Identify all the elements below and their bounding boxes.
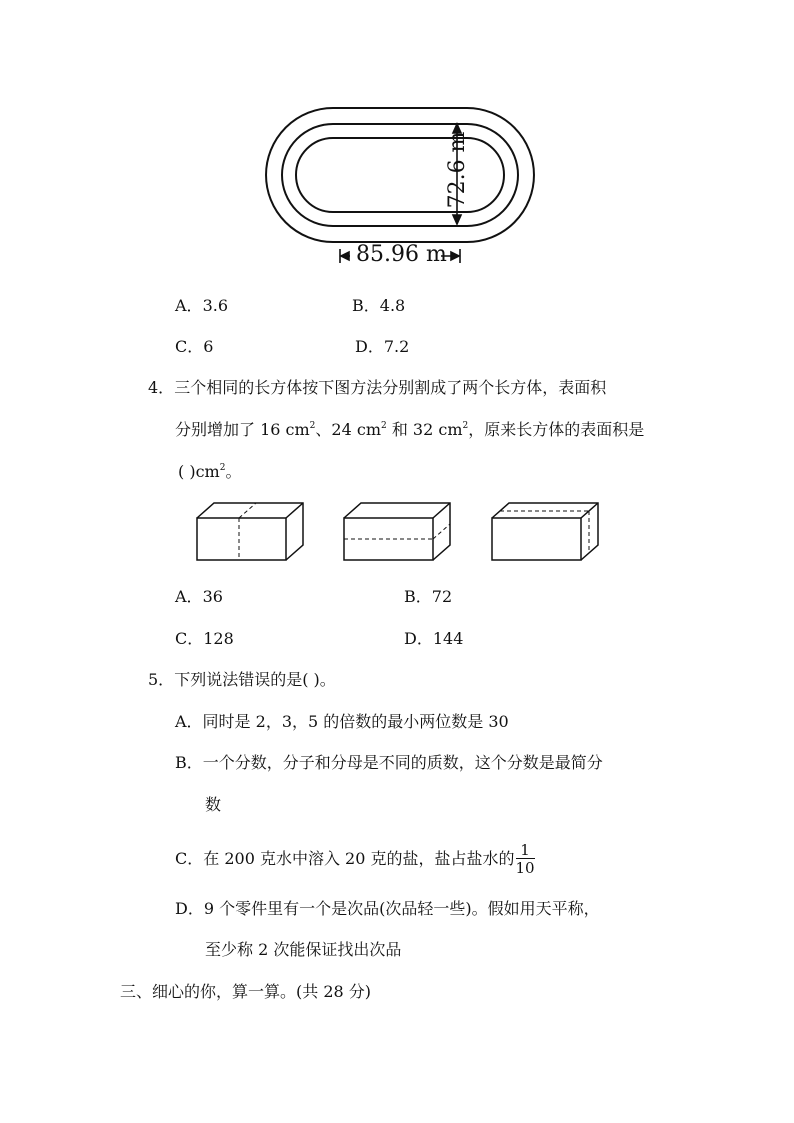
q4-line2-part1: 分别增加了 16 cm (175, 420, 310, 439)
section-3-heading: 三、细心的你，算一算。(共 28 分) (120, 982, 372, 1001)
q5-option-b-line2: 数 (205, 795, 222, 814)
q4-option-d[interactable] (404, 629, 463, 649)
superscript-2: 2 (309, 421, 316, 431)
q3-option-c-letter: C． (175, 337, 204, 356)
q5-option-c[interactable] (175, 836, 535, 882)
q4-option-c[interactable] (175, 629, 234, 649)
q3-option-c[interactable] (175, 337, 213, 357)
q4-option-a-text: 36 (202, 587, 223, 606)
q5-stem-text: 下列说法错误的是( )。 (174, 670, 336, 689)
q4-option-b[interactable] (404, 587, 452, 607)
q4-number: 4． (148, 378, 175, 397)
q5-number: 5． (148, 670, 175, 689)
q3-option-b[interactable] (352, 296, 405, 316)
q4-option-b-text: 72 (431, 587, 453, 606)
superscript-2: 2 (462, 421, 469, 431)
track-width-label: 85.96 m (356, 242, 447, 267)
q5-option-a[interactable]: A．同时是 2，3，5 的倍数的最小两位数是 30 (175, 712, 509, 731)
q5-option-d-line1[interactable]: D．9 个零件里有一个是次品(次品轻一些)。假如用天平称， (175, 899, 600, 918)
q3-option-d-text: 7.2 (383, 337, 410, 356)
q3-option-a-letter: A． (175, 296, 203, 315)
q4-option-a[interactable] (175, 587, 223, 607)
cuboid-cut-horizontal (341, 500, 456, 565)
superscript-2: 2 (219, 463, 226, 473)
q4-answer-blank: ( )cm (178, 462, 220, 481)
q4-option-d-letter: D． (404, 629, 433, 648)
track-middle-lane (282, 124, 518, 226)
q5-stem (148, 670, 336, 690)
fraction-one-tenth (516, 843, 535, 876)
track-outer-lane (266, 108, 534, 242)
cuboid-cut-vertical (194, 500, 309, 565)
q5-option-c-text: C．在 200 克水中溶入 20 克的盐，盐占盐水的 (175, 849, 515, 868)
cuboid-cut-frontback (489, 500, 604, 565)
q4-option-b-letter: B． (404, 587, 432, 606)
q4-option-c-letter: C． (175, 629, 204, 648)
track-inner-lane (296, 138, 504, 212)
q4-stem-line1: 三个相同的长方体按下图方法分别割成了两个长方体，表面积 (174, 378, 607, 397)
q4-line3-end: 。 (225, 462, 242, 481)
q4-line1 (148, 378, 606, 398)
q3-option-c-text: 6 (203, 337, 214, 356)
q4-option-a-letter: A． (175, 587, 203, 606)
q4-line2-part4: ，原来长方体的表面积是 (468, 420, 645, 439)
superscript-2: 2 (381, 421, 387, 431)
q4-line2 (175, 420, 644, 440)
q3-option-a-text: 3.6 (202, 296, 229, 315)
q3-option-a[interactable] (175, 296, 228, 316)
q3-option-b-text: 4.8 (379, 296, 406, 315)
q4-line2-part3: 和 32 cm (386, 420, 463, 439)
q4-line2-part2: 、24 cm (315, 420, 381, 439)
q5-option-d-line2: 至少称 2 次能保证找出次品 (205, 940, 402, 959)
q4-option-c-text: 128 (203, 629, 234, 648)
q3-option-b-letter: B． (352, 296, 380, 315)
q3-option-d-letter: D． (355, 337, 384, 356)
fraction-numerator: 1 (516, 843, 535, 859)
fraction-denominator: 10 (515, 859, 535, 877)
track-height-label: 72.6 m (445, 131, 470, 209)
q5-option-b-line1[interactable]: B．一个分数，分子和分母是不同的质数，这个分数是最简分 (175, 753, 603, 772)
q4-option-d-text: 144 (432, 629, 464, 648)
q4-line3 (178, 462, 241, 482)
q3-option-d[interactable] (355, 337, 409, 357)
